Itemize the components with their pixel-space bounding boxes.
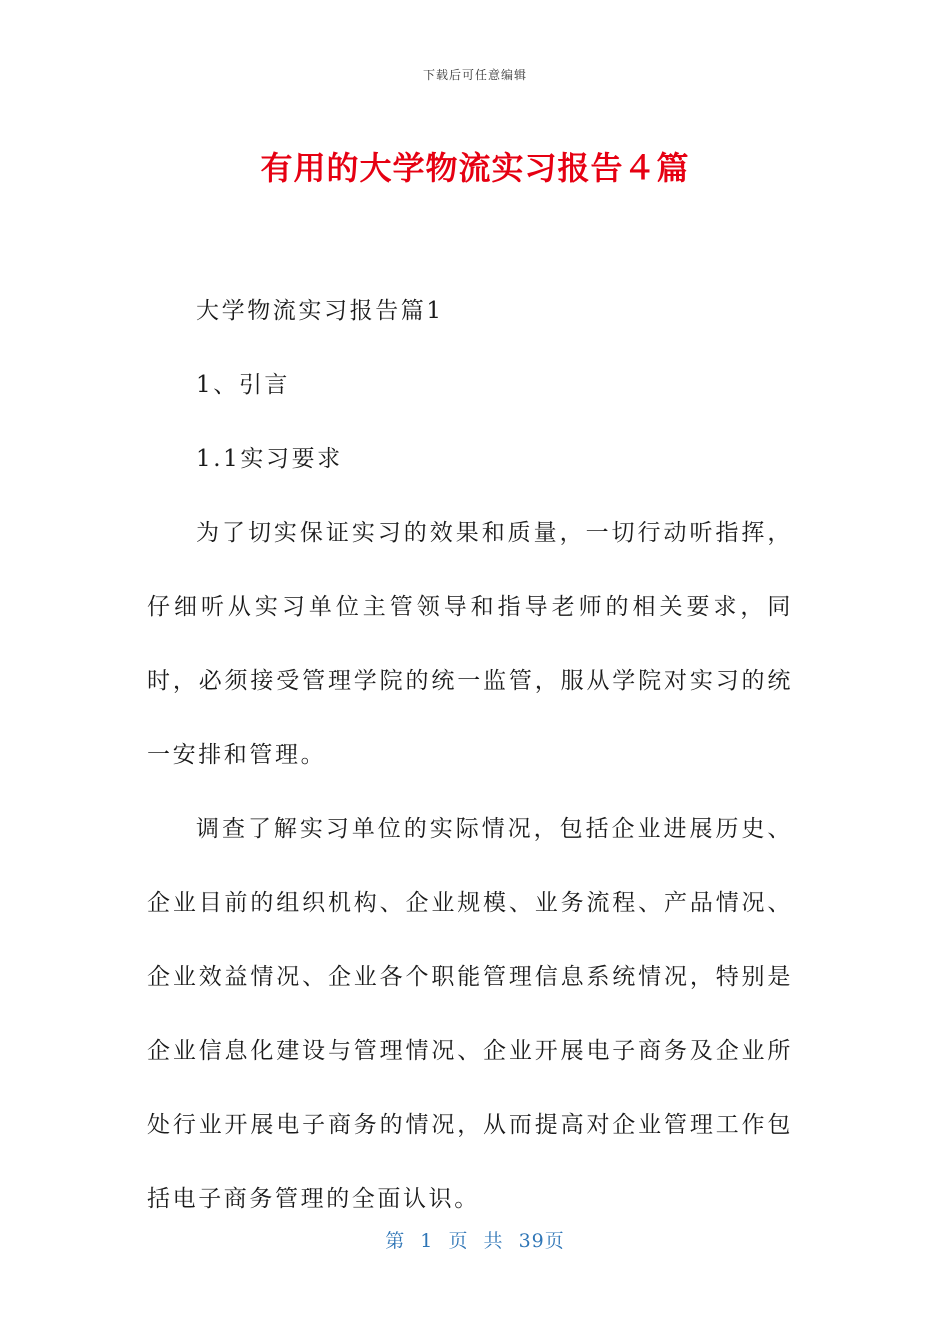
footer-label-total: 共 <box>483 1230 504 1252</box>
body-paragraph: 调查了解实习单位的实际情况，包括企业进展历史、企业目前的组织机构、企业规模、业务流程、产品情况、企业效益情况、企业各个职能管理信息系统情况，特别是企业信息化建设与管理情况、企业开展电子商务及企业所处行业开展电子商务的情况，从而提高对企业管理工作包括电子商务管理的全面认识。 <box>147 816 793 1212</box>
footer-label-page: 第 <box>385 1230 406 1252</box>
subsection-heading: 1、引言 <box>196 372 291 398</box>
section-heading: 大学物流实习报告篇1 <box>196 298 444 324</box>
document-title: 有用的大学物流实习报告４篇 <box>260 149 690 187</box>
footer-total-pages: 39页 <box>518 1230 565 1252</box>
page-header-note: 下载后可任意编辑 <box>422 68 527 82</box>
footer-current-page: 1 <box>420 1230 434 1252</box>
body-paragraph: 为了切实保证实习的效果和质量，一切行动听指挥，仔细听从实习单位主管领导和指导老师的相关要求，同时，必须接受管理学院的统一监管，服从学院对实习的统一安排和管理。 <box>147 520 793 768</box>
page-number-footer <box>0 1226 950 1253</box>
footer-label-page-unit: 页 <box>448 1230 469 1252</box>
subsubsection-heading: 1.1实习要求 <box>196 446 343 472</box>
document-body <box>147 274 793 1236</box>
